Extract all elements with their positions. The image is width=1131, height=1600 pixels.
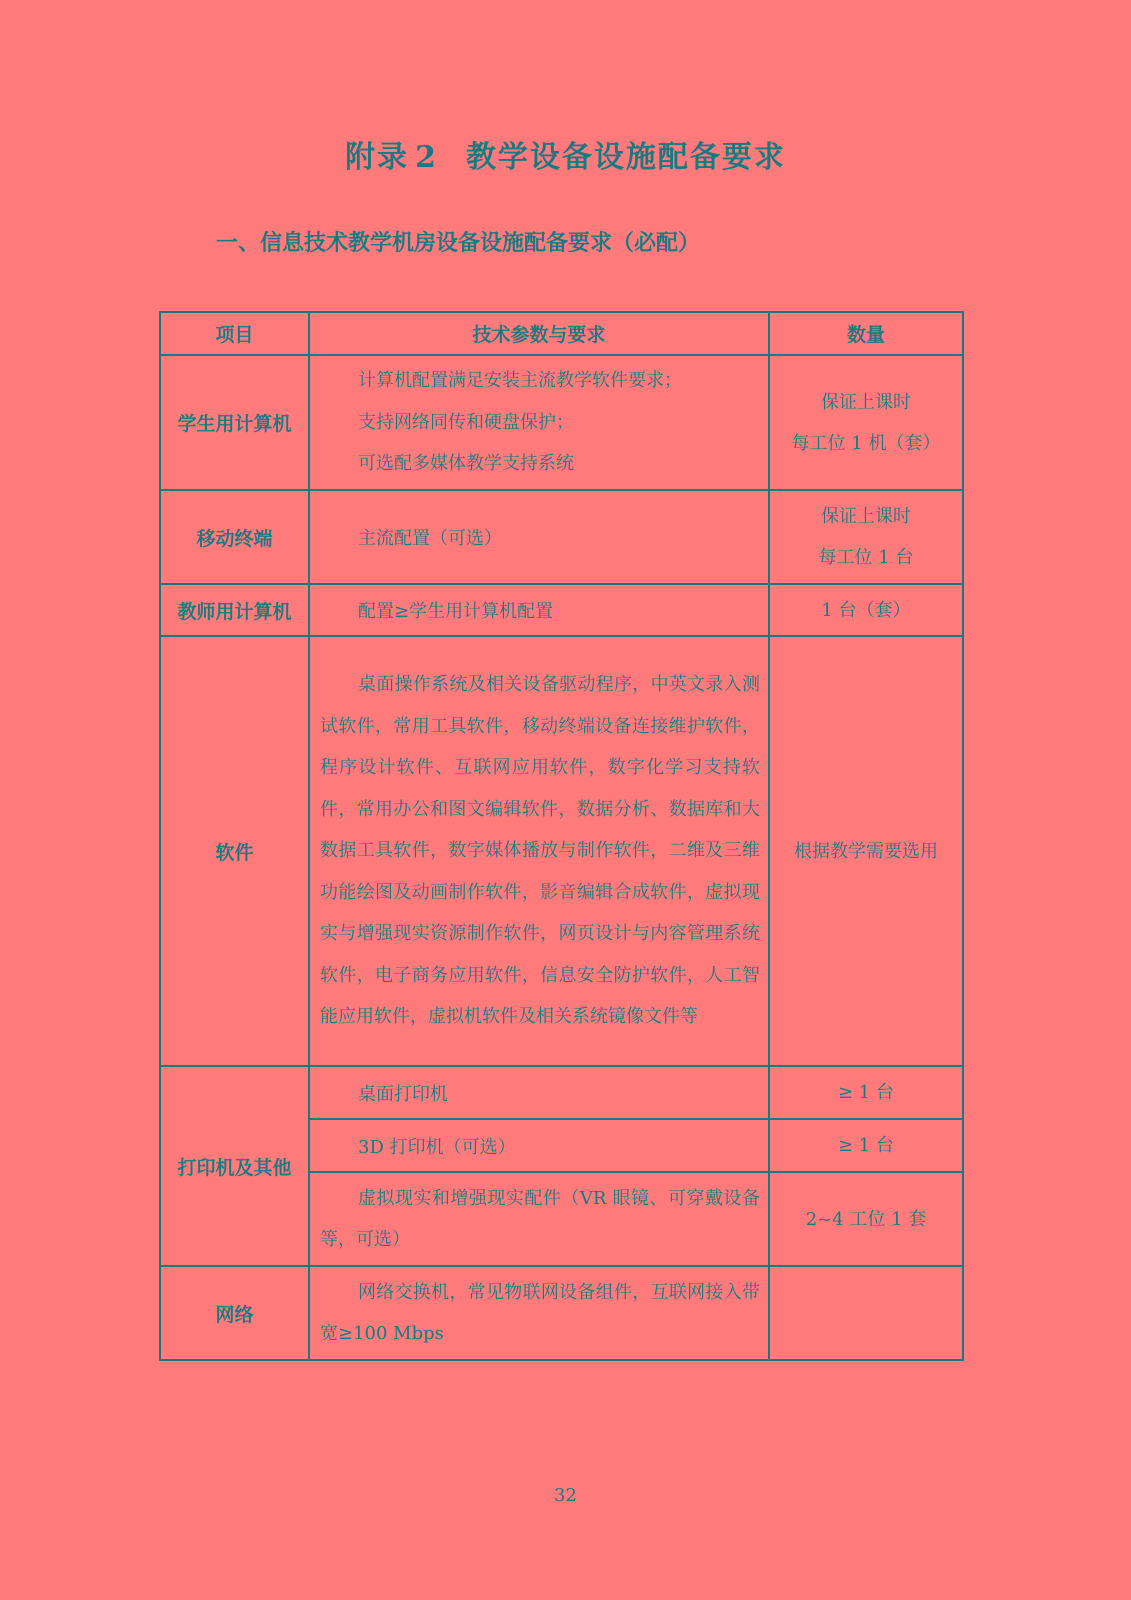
row-item: 移动终端 [160,490,309,584]
row-item: 网络 [160,1266,309,1360]
row-item: 教师用计算机 [160,584,309,636]
row-spec: 3D 打印机（可选） [309,1119,769,1172]
spec-paragraph: 虚拟现实和增强现实配件（VR 眼镜、可穿戴设备等，可选） [320,1187,760,1250]
qty-line: 每工位 1 台 [818,547,914,568]
title-number: 2 [415,140,438,175]
page-number: 32 [554,1485,577,1506]
qty-line: 每工位 1 机（套） [791,432,941,454]
row-qty [769,355,963,490]
row-spec: 配置≥学生用计算机配置 [309,584,769,636]
row-item: 学生用计算机 [160,355,309,490]
row-spec: 主流配置（可选） [309,490,769,584]
spec-paragraph: 网络交换机，常见物联网设备组件，互联网接入带宽≥100 Mbps [320,1281,760,1344]
spec-line: 支持网络同传和硬盘保护； [358,411,574,433]
row-spec [309,1172,769,1266]
table-row [160,1266,963,1360]
row-spec: 桌面打印机 [309,1066,769,1119]
table-row [160,584,963,636]
row-qty: ≥ 1 台 [769,1066,963,1119]
header-item: 项目 [160,312,309,355]
header-qty: 数量 [769,312,963,355]
row-qty [769,490,963,584]
row-spec [309,355,769,490]
row-spec [309,636,769,1066]
spec-line: 计算机配置满足安装主流教学软件要求； [358,370,682,392]
equipment-table [159,311,964,1361]
section-heading: 一、信息技术教学机房设备设施配备要求（必配） [216,231,701,256]
title-text: 教学设备设施配备要求 [465,140,786,175]
spec-paragraph: 桌面操作系统及相关设备驱动程序，中英文录入测试软件，常用工具软件，移动终端设备连接维护软件，程序设计软件、互联网应用软件，数字化学习支持软件，常用办公和图文编辑软件，数据分析、数据库和大数据工具软件，数字媒体播放与制作软件，二维及三维功能绘图及动画制作软件，影音编辑合成软件，虚拟现实与增强现实资源制作软件，网页设计与内容管理系统软件，电子商务应用软件，信息安全防护软件，人工智能应用软件，虚拟机软件及相关系统镜像文件等 [320,674,760,1028]
qty-line: 保证上课时 [821,506,911,527]
title-prefix: 附录 [345,140,410,175]
table-header-row [160,312,963,355]
row-item: 打印机及其他 [160,1066,309,1266]
row-qty: ≥ 1 台 [769,1119,963,1172]
row-qty [769,1266,963,1360]
row-qty: 1 台（套） [769,584,963,636]
qty-line: 保证上课时 [821,391,911,413]
page-title [0,132,1131,176]
spec-line: 可选配多媒体教学支持系统 [358,453,574,475]
table-row [160,355,963,490]
header-spec: 技术参数与要求 [309,312,769,355]
row-spec [309,1266,769,1360]
table-row [160,636,963,1066]
table-row [160,1066,963,1119]
table-row [160,490,963,584]
row-item: 软件 [160,636,309,1066]
row-qty: 根据教学需要选用 [769,636,963,1066]
row-qty: 2~4 工位 1 套 [769,1172,963,1266]
